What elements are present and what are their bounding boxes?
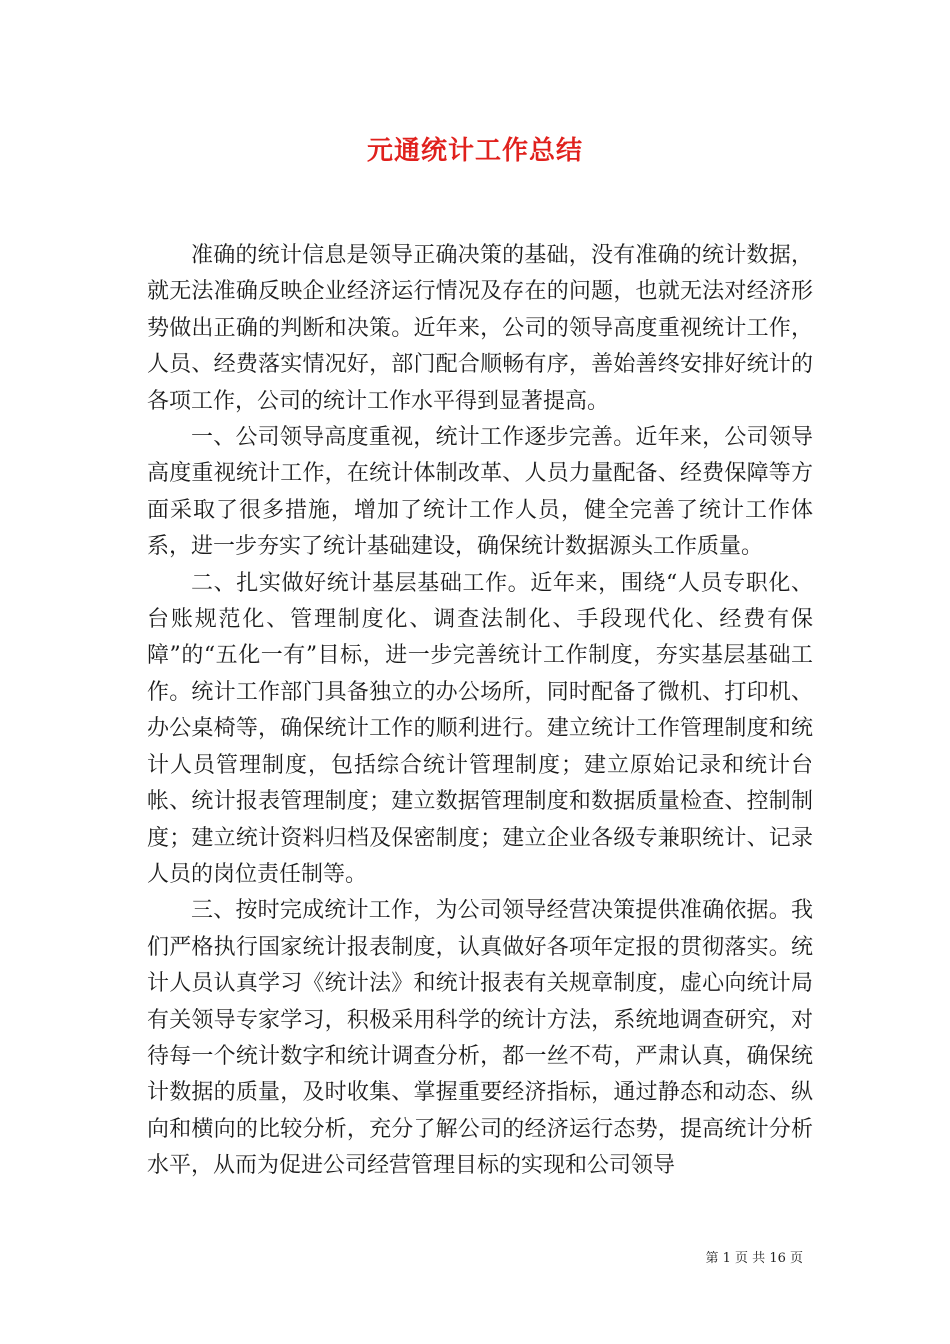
document-body bbox=[147, 238, 813, 1185]
paragraph-section-2: 二、扎实做好统计基层基础工作。近年来，围绕“人员专职化、台账规范化、管理制度化、调查法制化、手段现代化、经费有保障”的“五化一有”目标，进一步完善统计工作制度，夯实基层基础工作。统计工作部门具备独立的办公场所，同时配备了微机、打印机、办公桌椅等，确保统计工作的顺利进行。建立统计工作管理制度和统计人员管理制度，包括综合统计管理制度；建立原始记录和统计台帐、统计报表管理制度；建立数据管理制度和数据质量检查、控制制度；建立统计资料归档及保密制度；建立企业各级专兼职统计、记录人员的岗位责任制等。 bbox=[147, 570, 813, 887]
paragraph-intro: 准确的统计信息是领导正确决策的基础，没有准确的统计数据，就无法准确反映企业经济运行情况及存在的问题，也就无法对经济形势做出正确的判断和决策。近年来，公司的领导高度重视统计工作，人员、经费落实情况好，部门配合顺畅有序，善始善终安排好统计的各项工作，公司的统计工作水平得到显著提高。 bbox=[147, 243, 813, 414]
paragraph-section-1: 一、公司领导高度重视，统计工作逐步完善。近年来，公司领导高度重视统计工作，在统计体制改革、人员力量配备、经费保障等方面采取了很多措施，增加了统计工作人员，健全完善了统计工作体系，进一步夯实了统计基础建设，确保统计数据源头工作质量。 bbox=[147, 425, 813, 560]
paragraph-section-3: 三、按时完成统计工作，为公司领导经营决策提供准确依据。我们严格执行国家统计报表制度，认真做好各项年定报的贯彻落实。统计人员认真学习《统计法》和统计报表有关规章制度，虚心向统计局有关领导专家学习，积极采用科学的统计方法，系统地调查研究，对待每一个统计数字和统计调查分析，都一丝不苟，严肃认真，确保统计数据的质量，及时收集、掌握重要经济指标，通过静态和动态、纵向和横向的比较分析，充分了解公司的经济运行态势，提高统计分析水平，从而为促进公司经营管理目标的实现和公司领导 bbox=[147, 898, 813, 1179]
page-number-footer: 第 1 页 共 16 页 bbox=[705, 1251, 803, 1266]
document-title: 元通统计工作总结 bbox=[366, 136, 583, 166]
